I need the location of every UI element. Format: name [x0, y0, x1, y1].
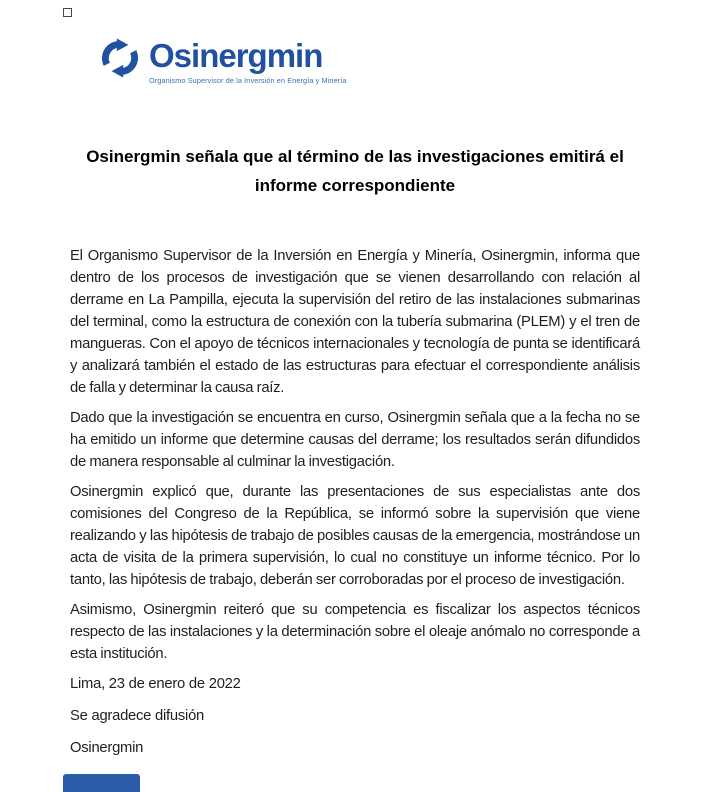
document-closing: [70, 673, 640, 759]
osinergmin-logo: [100, 38, 640, 85]
logo-text-block: [149, 38, 347, 85]
document-body: [70, 245, 640, 665]
dateline: Lima, 23 de enero de 2022: [70, 676, 241, 692]
empty-box-placeholder: [63, 8, 72, 17]
signature: Osinergmin: [70, 740, 144, 756]
document-title: [70, 142, 640, 200]
bottom-blue-bar: [63, 774, 140, 792]
circular-arrows-logo-icon: [100, 38, 140, 78]
paragraph-investigation-status: Dado que la investigación se encuentra en curso, Osinergmin señala que a la fecha no se ha emitido un informe que determine causas del derrame; los resultados serán difundidos de manera responsable al culminar la investigación.: [70, 410, 640, 470]
document-title-line-2: informe correspondiente: [254, 176, 456, 195]
logo-wordmark: Osinergmin: [149, 37, 323, 74]
diffusion-note: Se agradece difusión: [70, 708, 205, 724]
document-title-line-1: Osinergmin señala que al término de las investigaciones emitirá el: [86, 147, 624, 166]
paragraph-supervision: El Organismo Supervisor de la Inversión en Energía y Minería, Osinergmin, informa que dentro de los procesos de investigación que se vienen desarrollando con relación al derrame en La Pampilla, ejecuta la supervisión del retiro de las instalaciones submarinas del terminal, como la estructura de conexión con la tubería submarina (PLEM) y el tren de mangueras. Con el apoyo de técnicos internacionales y tecnología de punta se identificará y analizará también el estado de las estructuras para efectuar el correspondiente análisis de falla y determinar la causa raíz.: [70, 248, 640, 396]
paragraph-congress-presentations: Osinergmin explicó que, durante las presentaciones de sus especialistas ante dos comisiones del Congreso de la República, se informó sobre la supervisión que viene realizando y las hipótesis de trabajo de posibles causas de la emergencia, mostrándose un acta de visita de la primera supervisión, lo cual no constituye un informe técnico. Por lo tanto, las hipótesis de trabajo, deberán ser corroboradas por el proceso de investigación.: [70, 484, 640, 588]
paragraph-competence: Asimismo, Osinergmin reiteró que su competencia es fiscalizar los aspectos técnicos respecto de las instalaciones y la determinación sobre el oleaje anómalo no corresponde a esta institución.: [70, 602, 640, 662]
logo-tagline: Organismo Supervisor de la Inversión en Energía y Minería: [149, 76, 347, 85]
